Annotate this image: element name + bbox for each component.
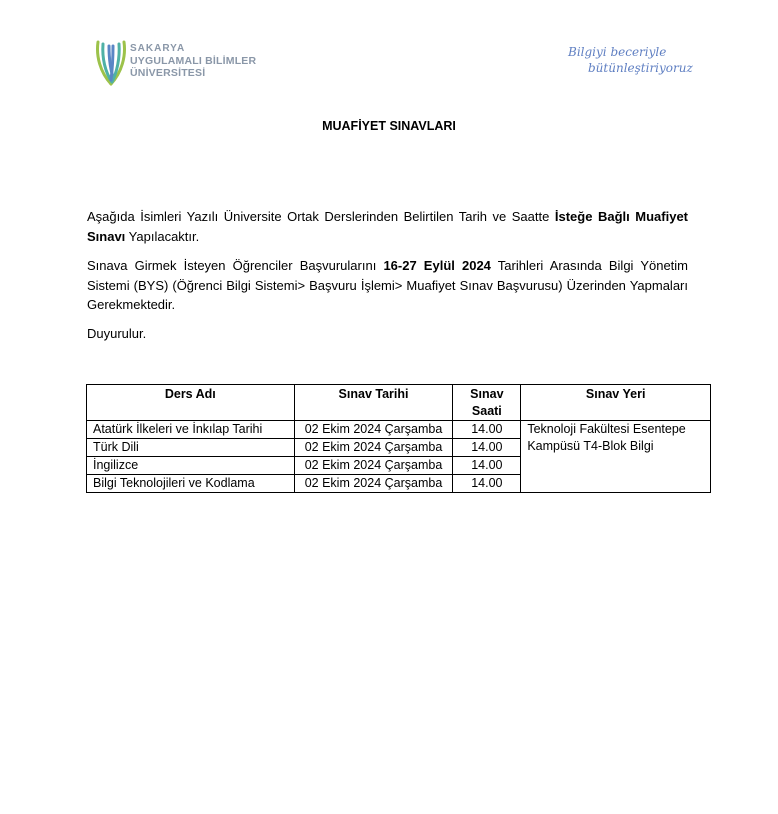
text-segment: Tarihleri Arasında Bilgi Yönetim Sistemi (BYS) (Öğrenci Bilgi Sistemi> Başvuru İşlemi> Muafiyet Sınav Başvurusu) Üzerinden Yapmaları Gerekmektedir.: [87, 258, 689, 312]
text-segment: Sınava Girmek İsteyen Öğrenciler Başvurularını: [87, 258, 384, 273]
university-logo: [94, 40, 274, 86]
paragraph-announcement: [87, 207, 688, 246]
column-header-course: Ders Adı: [87, 385, 295, 421]
logo-line: ÜNİVERSİTESİ: [130, 67, 206, 79]
bold-text: İsteğe Bağlı Muafiyet Sınavı: [87, 209, 688, 244]
logo-line: SAKARYA: [130, 43, 186, 54]
logo-wordmark: [130, 43, 256, 79]
cell-time: 14.00: [453, 421, 521, 439]
cell-date: 02 Ekim 2024 Çarşamba: [294, 439, 453, 457]
cell-time: 14.00: [453, 475, 521, 493]
table-row: [87, 421, 711, 439]
slogan-line: Bilgiyi beceriyle: [568, 45, 667, 59]
cell-time: 14.00: [453, 439, 521, 457]
cell-date: 02 Ekim 2024 Çarşamba: [294, 457, 453, 475]
page-title: MUAFİYET SINAVLARI: [322, 119, 456, 133]
cell-place: Teknoloji Fakültesi Esentepe Kampüsü T4-Blok Bilgi: [521, 421, 711, 493]
bold-text: 16-27 Eylül 2024: [383, 258, 491, 273]
cell-course: Bilgi Teknolojileri ve Kodlama: [87, 475, 295, 493]
paragraph-closing: Duyurulur.: [87, 326, 147, 341]
exam-table: [86, 384, 711, 493]
table-header-row: [87, 385, 711, 421]
column-header-place: Sınav Yeri: [521, 385, 711, 421]
column-header-date: Sınav Tarihi: [294, 385, 453, 421]
paragraph-application: [87, 256, 688, 315]
cell-time: 14.00: [453, 457, 521, 475]
cell-date: 02 Ekim 2024 Çarşamba: [294, 421, 453, 439]
column-header-time: Sınav Saati: [453, 385, 521, 421]
text-segment: Yapılacaktır.: [125, 228, 200, 244]
logo-emblem-icon: [94, 40, 128, 86]
cell-course: İngilizce: [87, 457, 295, 475]
slogan-line: bütünleştiriyoruz: [588, 61, 693, 75]
cell-date: 02 Ekim 2024 Çarşamba: [294, 475, 453, 493]
logo-line: UYGULAMALI BİLİMLER: [130, 55, 257, 67]
cell-course: Türk Dili: [87, 439, 295, 457]
text-segment: Aşağıda İsimleri Yazılı Üniversite Ortak Derslerinden Belirtilen Tarih ve Saatte: [87, 209, 555, 224]
slogan: [568, 44, 698, 76]
cell-course: Atatürk İlkeleri ve İnkılap Tarihi: [87, 421, 295, 439]
